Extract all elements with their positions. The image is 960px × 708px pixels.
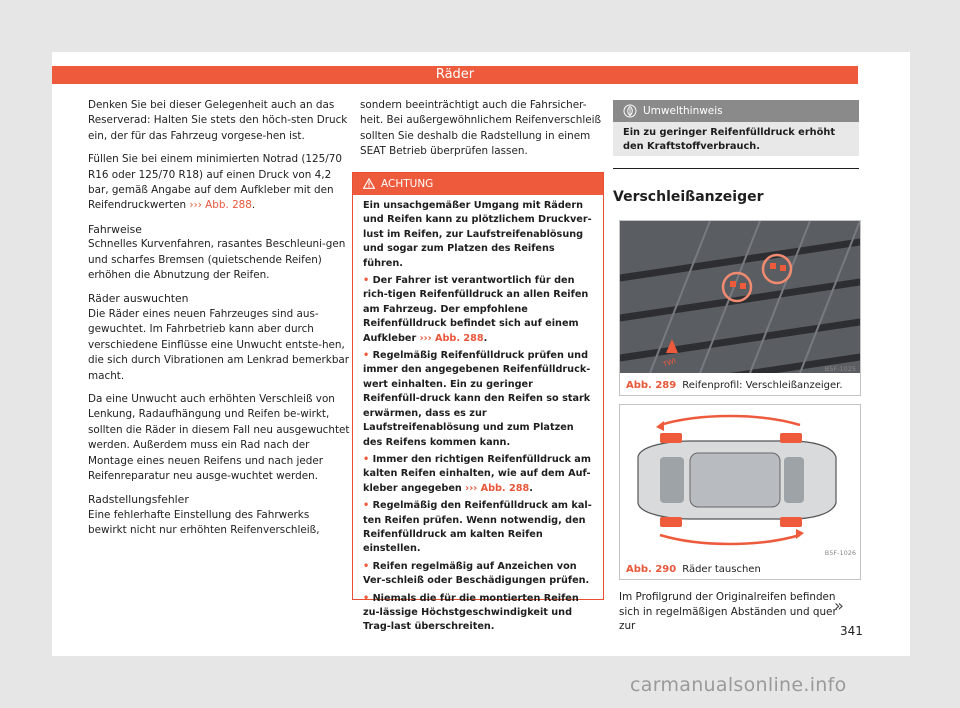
warning-bullet-2: • Regelmäßig Reifenfülldruck prüfen und immer den angegebenen Reifenfülldruck-wert einhalten. Ein zu geringer Reifenfüll-druck kann den Reifen so stark erwärmen, dass es zur Laufstreifenablösung und zum Platzen des Reifens kommen kann. [363,350,591,448]
bullet-icon: • [363,275,370,287]
page-number: 341 [840,624,863,638]
paragraph-continued: sondern beeinträchtigt auch die Fahrsicher-heit. Bei außergewöhnlichem Reifenverschleiß sollten Sie deshalb die Radstellung in einem SEAT Betrieb überprüfen lassen. [360,99,602,158]
bullet-icon: • [363,592,370,604]
warning-bullet-6: • Niemals die für die montierten Reifen zu-lässige Höchstgeschwindigkeit und Trag-last überschreiten. [363,592,579,633]
warning-bullet-3: • Immer den richtigen Reifenfülldruck am kalten Reifen einhalten, wie auf dem Auf-kleber angegeben ››› Abb. 288. [363,453,591,494]
environment-note [613,100,859,156]
bullet-icon: • [363,500,370,512]
heading-radstellung: Radstellungsfehler [88,493,189,507]
figure-289 [619,220,861,396]
paragraph-auswuchten-2: Da eine Unwucht auch erhöhten Verschleiß von Lenkung, Radaufhängung und Reifen be-wirkt, sollten die Räder in diesem Fall neu ausgewuchtet werden. Außerdem muss ein Rad nach der Montage eines neuen Reifens und nach jeder Reifenreparatur neu ausge-wuchtet werden. [88,392,350,482]
environment-note-title: Umwelthinweis [643,105,723,117]
figure-caption: Abb. 290 Räder tauschen [626,564,761,575]
warning-title: ACHTUNG [381,178,434,190]
warning-box [352,172,604,633]
warning-body [353,195,603,635]
warning-triangle-icon [363,178,375,189]
paragraph-auswuchten-1: Die Räder eines neuen Fahrzeuges sind aus-gewuchtet. Im Fahrbetrieb kann aber durch verschiedene Einflüsse eine Unwucht entste-hen, die sich durch Vibrationen am Lenkrad bemerkbar macht. [88,307,350,382]
link-abb-288[interactable]: ››› Abb. 288 [419,332,484,344]
chapter-header: Räder [52,66,858,84]
continued-arrow-icon: » [834,596,844,615]
leaf-icon [623,104,637,118]
figure-290 [619,404,861,580]
wheel-rotation-diagram [620,405,860,557]
column-left [88,98,350,547]
column-middle [360,98,602,168]
link-abb-288[interactable]: ››› Abb. 288 [465,482,530,494]
warning-bullet-4: • Regelmäßig den Reifenfülldruck am kal-ten Reifen prüfen. Wenn notwendig, den Reifenfülldruck am kalten Reifen einstellen. [363,500,592,555]
heading-auswuchten: Räder auswuchten [88,292,189,306]
figure-caption: Abb. 289 Reifenprofil: Verschleißanzeiger. [626,380,843,391]
tire-tread-image [620,221,860,373]
paragraph-fahrweise: Schnelles Kurvenfahren, rasantes Beschleuni-gen und scharfes Bremsen (quietschende Reifen) erhöhen die Abnutzung der Reifen. [88,238,346,282]
warning-bullet-5: • Reifen regelmäßig auf Anzeichen von Ver-schleiß oder Beschädigungen prüfen. [363,560,590,587]
bullet-icon: • [363,350,370,362]
paragraph-notrad: Füllen Sie bei einem minimierten Notrad (125/70 R16 oder 125/70 R18) auf einen Druck von 4,2 bar, gemäß Angabe auf dem Aufkleber mit den Reifendruckwerten ››› Abb. 288. [88,153,342,212]
figure-number: Abb. 290 [626,564,677,575]
bullet-icon: • [363,560,370,572]
warning-bullet-1: • Der Fahrer ist verantwortlich für den rich-tigen Reifenfülldruck an allen Reifen am Fahrzeug. Der empfohlene Reifenfülldruck befindet sich auf einem Aufkleber ››› Abb. 288. [363,275,589,344]
bullet-icon: • [363,453,370,465]
figure-code: B5F-1025 [824,365,856,373]
warning-intro: Ein unsachgemäßer Umgang mit Rädern und Reifen kann zu plötzlichem Druckver-lust im Reifen, zur Laufstreifenablösung und sogar zum Platzen des Reifens führen. [363,200,592,269]
watermark: carmanualsonline.info [630,674,847,696]
environment-note-text: Ein zu geringer Reifenfülldruck erhöht den Kraftstoffverbrauch. [623,127,836,152]
link-abb-288[interactable]: ››› Abb. 288 [189,199,252,212]
warning-header [353,173,603,195]
tread-wear-indicator-label: TWI [661,356,678,369]
figure-code: B5F-1026 [824,549,856,557]
paragraph-verschleiss: Im Profilgrund der Originalreifen befinden sich in regelmäßigen Abständen und quer zur [619,591,837,633]
environment-note-header [613,100,859,122]
paragraph-radstellung: Eine fehlerhafte Einstellung des Fahrwerks bewirkt nicht nur erhöhten Reifenverschleiß, [88,508,320,537]
heading-fahrweise: Fahrweise [88,222,142,236]
figure-number: Abb. 289 [626,380,677,391]
section-title: Verschleißanzeiger [613,168,859,205]
paragraph-reserverad: Denken Sie bei dieser Gelegenheit auch an das Reserverad: Halten Sie stets den höch-sten Druck ein, der für das Fahrzeug vorgese-hen ist. [88,99,348,142]
